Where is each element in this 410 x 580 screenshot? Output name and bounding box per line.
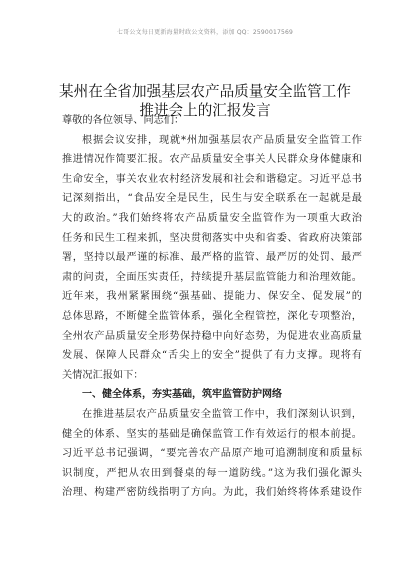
paragraph-line: 署，坚持以最严谨的标准、最严格的监管、最严厉的处罚、最严	[62, 252, 362, 264]
header-note: 七哥公文每日更新海量时政公文资料，添加 QQ：2590017569	[116, 29, 294, 36]
paragraph-line: 治理、构建严密防线指明了方向。为此，我们始终将体系建设作	[62, 487, 362, 499]
salutation: 尊敬的各位领导、同志们：	[62, 115, 185, 126]
paragraph-line: 习近平总书记强调，“要完善农产品原产地可追溯制度和质量标	[62, 448, 362, 460]
paragraph-line: 健全的体系、坚实的基础是确保监管工作有效运行的根本前提。	[62, 428, 362, 440]
paragraph-line: 生命安全，事关农业农村经济发展和社会和谐稳定。习近平总书	[62, 173, 362, 185]
section-heading: 一、健全体系，夯实基础，筑牢监管防护网络	[82, 389, 282, 401]
paragraph-line: 近年来，我州紧紧围绕“强基础、提能力、保安全、促发展”的	[62, 291, 362, 303]
paragraph-line: 大的政治。”我们始终将农产品质量安全监管作为一项重大政治	[62, 212, 362, 224]
paragraph-line: 在推进基层农产品质量安全监管工作中，我们深刻认识到，	[82, 408, 362, 420]
title-line-1: 某州在全省加强基层农产品质量安全监管工作	[59, 82, 351, 100]
paragraph-line: 全州农产品质量安全形势保持稳中向好态势，为促进农业高质量	[62, 330, 362, 342]
paragraph-line: 总体思路，不断健全监管体系，强化全程管控，深化专项整治，	[62, 310, 362, 322]
paragraph-line: 记深刻指出，“食品安全是民生，民生与安全联系在一起就是最	[62, 193, 362, 205]
document-body	[62, 111, 362, 503]
paragraph-line: 肃的问责，全面压实责任，持续提升基层监管能力和治理效能。	[62, 271, 362, 283]
paragraph-line: 任务和民生工程来抓，坚决贯彻落实中央和省委、省政府决策部	[62, 232, 362, 244]
paragraph-line: 根据会议安排，现就*州加强基层农产品质量安全监管工作	[82, 134, 362, 146]
paragraph-line: 推进情况作简要汇报。农产品质量安全事关人民群众身体健康和	[62, 154, 362, 166]
title-line-2: 推进会上的汇报发言	[139, 101, 271, 119]
paragraph-line: 关情况汇报如下：	[62, 369, 144, 381]
paragraph-line: 识制度，严把从农田到餐桌的每一道防线。”这为我们强化源头	[62, 467, 362, 479]
paragraph-line: 发展、保障人民群众“舌尖上的安全”提供了有力支撑。现将有	[62, 350, 362, 362]
